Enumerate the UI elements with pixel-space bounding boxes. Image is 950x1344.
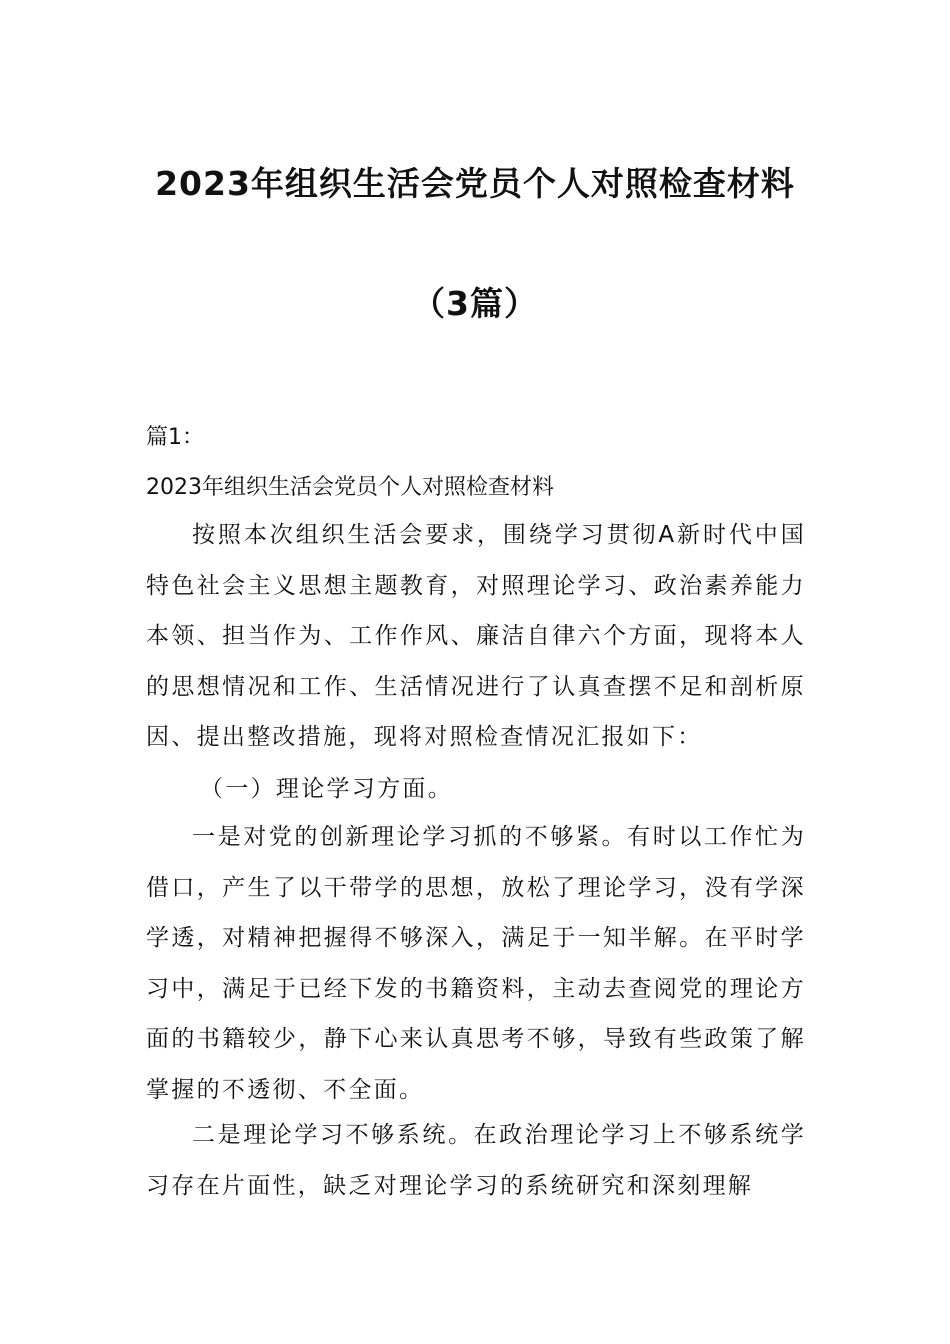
- section-heading: （一）理论学习方面。: [200, 776, 453, 802]
- intro-paragraph: 按照本次组织生活会要求，围绕学习贯彻A新时代中国特色社会主义思想主题教育，对照理论学习、政治素养能力本领、担当作为、工作作风、廉洁自律六个方面，现将本人的思想情况和工作、生活情况进行了认真查摆不足和剖析原因、提出整改措施，现将对照检查情况汇报如下：: [146, 522, 806, 750]
- document-title: 2023年组织生活会党员个人对照检查材料: [155, 164, 795, 203]
- part-title: 2023年组织生活会党员个人对照检查材料: [146, 475, 554, 500]
- document-subtitle: （3篇）: [412, 284, 538, 323]
- paragraph-point-two: 二是理论学习不够系统。在政治理论学习上不够系统学习存在片面性，缺乏对理论学习的系统研究和深刻理解: [146, 1122, 806, 1199]
- paragraph-point-one: 一是对党的创新理论学习抓的不够紧。有时以工作忙为借口，产生了以干带学的思想，放松了理论学习，没有学深学透，对精神把握得不够深入，满足于一知半解。在平时学习中，满足于已经下发的书籍资料，主动去查阅党的理论方面的书籍较少，静下心来认真思考不够，导致有些政策了解掌握的不透彻、不全面。: [146, 824, 806, 1103]
- part-label: 篇1：: [146, 425, 204, 450]
